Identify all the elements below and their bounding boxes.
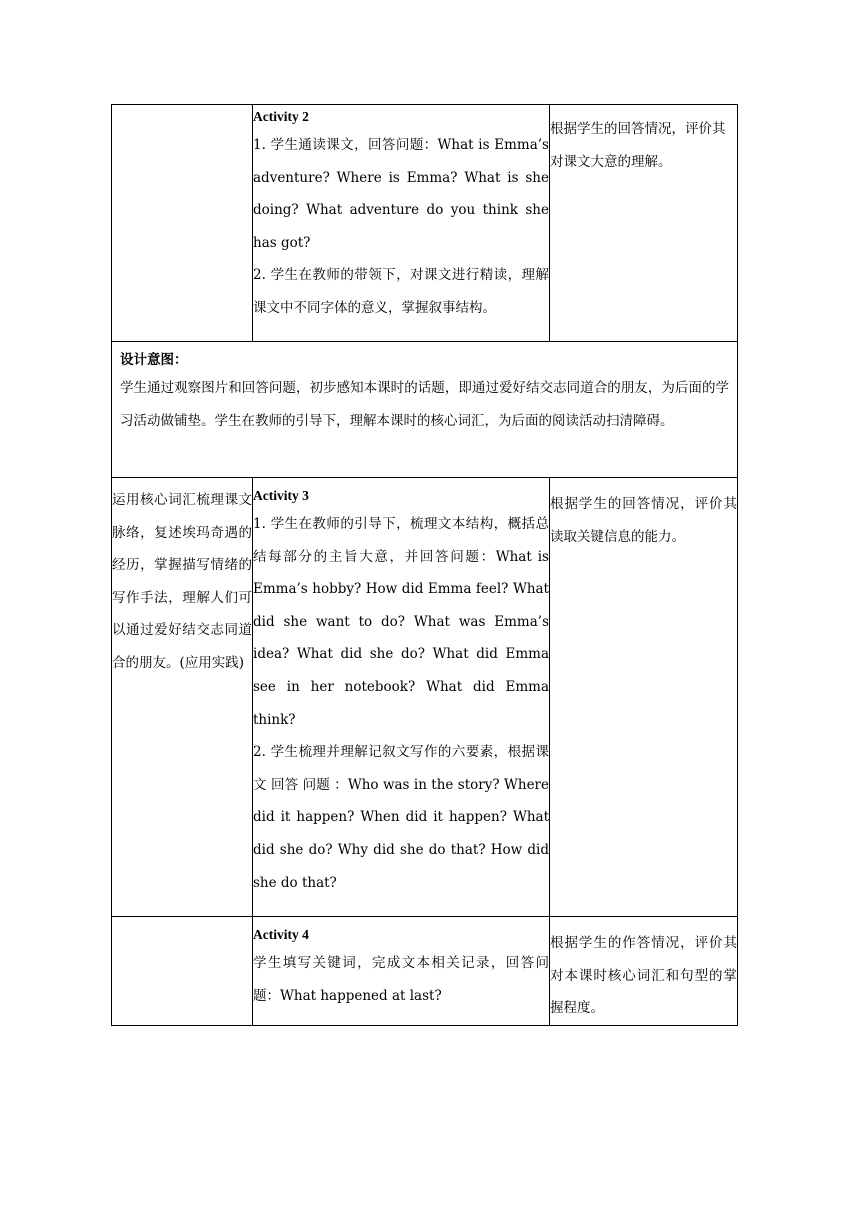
lesson-plan-table (111, 104, 738, 1026)
evaluation-cell (550, 917, 738, 1026)
activity-title: Activity 3 (253, 488, 309, 503)
evaluation-cell (550, 105, 738, 342)
activity-cell (253, 917, 550, 1026)
evaluation-text: 根据学生的作答情况，评价其对本课时核心词汇和句型的掌握程度。 (550, 935, 737, 1017)
objective-text: 运用核心词汇梳理课文脉络，复述埃玛奇遇的经历，掌握描写情绪的写作手法，理解人们可以通过爱好结交志同道合的朋友。(应用实践) (112, 492, 252, 671)
table-row-activity-4 (112, 917, 738, 1026)
activity-title: Activity 4 (253, 927, 309, 942)
objective-cell (112, 478, 253, 917)
activity-step-1: 1. 学生通读课文，回答问题：What is Emma’s adventure? Where is Emma? What is she doing? What adventure do you think she has got? (253, 137, 549, 251)
activity-cell (253, 105, 550, 342)
evaluation-text: 根据学生的回答情况，评价其读取关键信息的能力。 (550, 496, 737, 545)
table-row-design-intent (112, 342, 738, 478)
design-intent-cell (112, 342, 738, 478)
objective-cell-continued (112, 917, 253, 1026)
design-intent-title: 设计意图： (120, 352, 188, 368)
activity-cell (253, 478, 550, 917)
design-intent-body: 学生通过观察图片和回答问题，初步感知本课时的话题，即通过爱好结交志同道合的朋友，为后面的学习活动做铺垫。学生在教师的引导下，理解本课时的核心词汇，为后面的阅读活动扫清障碍。 (120, 380, 729, 429)
objective-cell-empty (112, 105, 253, 342)
table-row-activity-2 (112, 105, 738, 342)
evaluation-cell (550, 478, 738, 917)
activity-step-2: 2. 学生梳理并理解记叙文写作的六要素，根据课 文 回答 问题 ：Who was in the story? Where did it happen? When did it happen? What did she do? Why did she do that? How did she do that? (253, 744, 549, 891)
activity-step-1: 学生填写关键词，完成文本相关记录，回答问题：What happened at last? (253, 955, 549, 1004)
activity-title: Activity 2 (253, 109, 309, 124)
activity-step-1: 1. 学生在教师的引导下，梳理文本结构，概括总结每部分的主旨大意，并回答问题：What is Emma’s hobby? How did Emma feel? What did she want to do? What was Emma’s idea? What did she do? What did Emma see in her notebook? What did Emma think? (253, 516, 549, 728)
table-row-activity-3 (112, 478, 738, 917)
activity-step-2: 2. 学生在教师的带领下，对课文进行精读，理解课文中不同字体的意义，掌握叙事结构。 (253, 267, 549, 316)
evaluation-text: 根据学生的回答情况，评价其对课文大意的理解。 (550, 121, 726, 170)
